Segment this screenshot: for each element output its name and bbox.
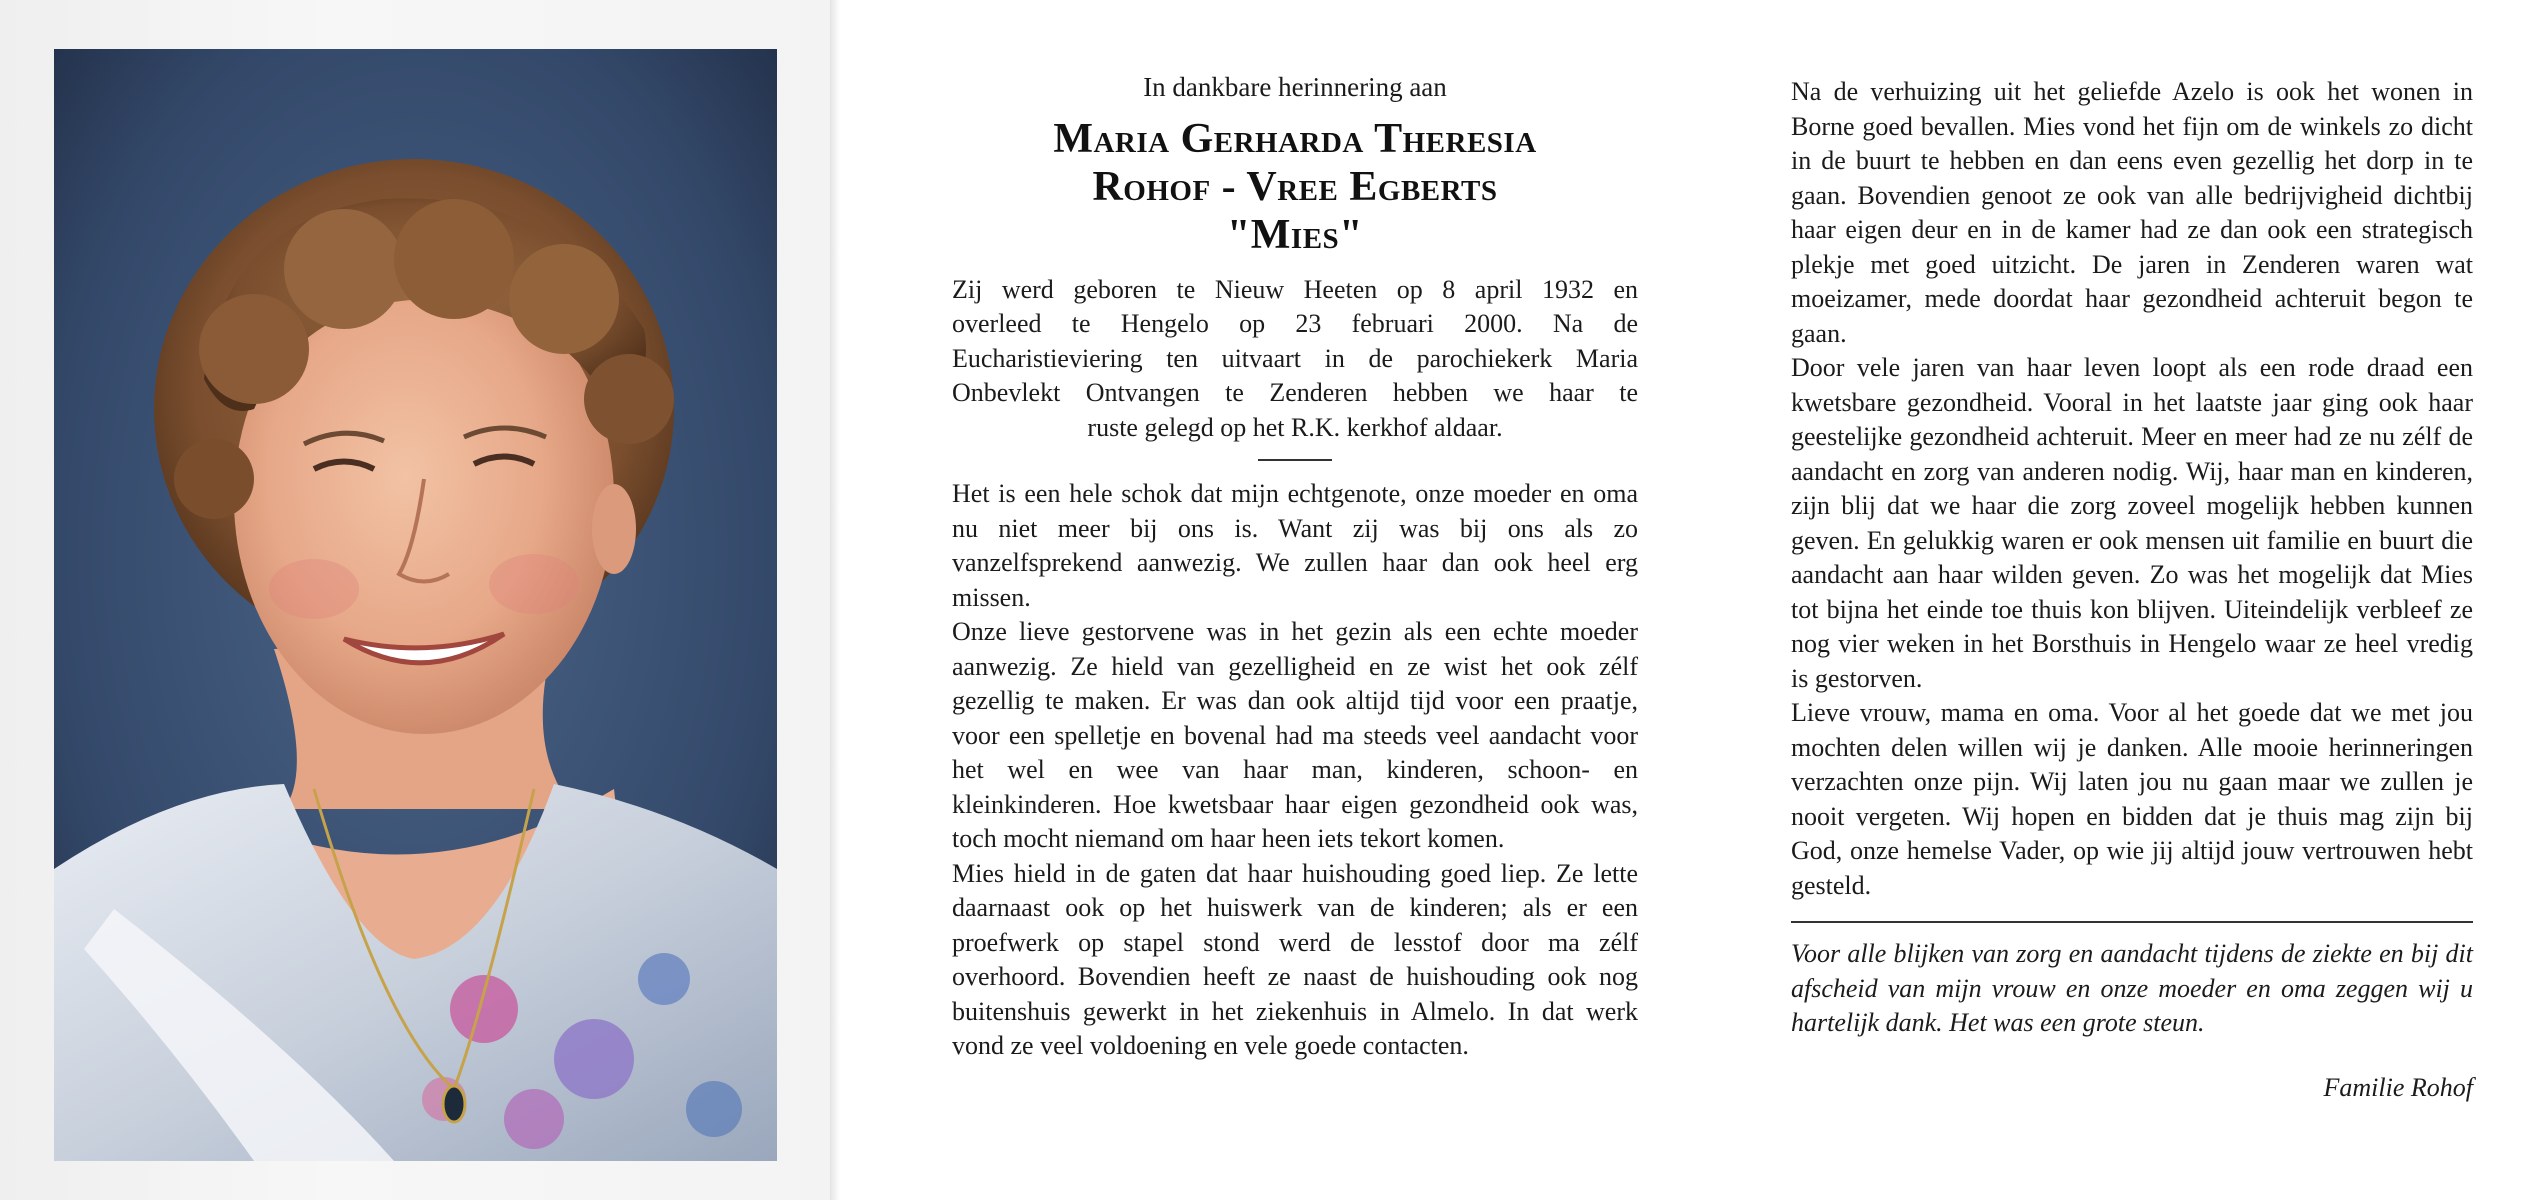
birth-line: Eucharistieviering ten uitvaart in de parochiekerk Maria xyxy=(952,343,1638,373)
card-edge xyxy=(830,0,840,1200)
signature: Familie Rohof xyxy=(2323,1072,2473,1102)
paragraph: Het is een hele schok dat mijn echtgenote, onze moeder en oma nu niet meer bij ons is. Want zij was bij ons als zo vanzelfsprekend aanwezig. We zullen haar dan ook heel erg missen. xyxy=(952,479,1638,612)
name-line-1: Maria Gerharda Theresia xyxy=(1053,115,1537,162)
birth-line: overleed te Hengelo op 23 februari 2000. Na de xyxy=(952,309,1638,338)
memorial-column-left xyxy=(952,70,1638,1064)
paragraph: Onze lieve gestorvene was in het gezin als een echte moeder aanwezig. Ze hield van gezelligheid en ze wist het ook zélf gezellig te maken. Er was dan ook altijd tijd voor een praatje, voor een spelletje en bovenal had ma steeds veel aandacht voor het wel en wee van haar man, kinderen, schoon- en kleinkinderen. Hoe kwetsbaar haar eigen gezondheid ook was, toch mocht niemand om haar heen iets tekort komen. xyxy=(952,617,1638,853)
birth-line: ruste gelegd op het R.K. kerkhof aldaar. xyxy=(1087,412,1503,442)
thanks-text: Voor alle blijken van zorg en aandacht tijdens de ziekte en bij dit afscheid van mijn vrouw en onze moeder en oma zeggen wij u hartelijk dank. Het was een grote steun. xyxy=(1791,939,2473,1037)
intro-line: In dankbare herinnering aan xyxy=(1143,72,1447,102)
photo-card xyxy=(0,0,836,1200)
birth-line: Zij werd geboren te Nieuw Heeten op 8 april 1932 en xyxy=(952,274,1638,304)
birth-death-block xyxy=(952,273,1638,446)
birth-line: Onbevlekt Ontvangen te Zenderen hebben we haar te xyxy=(952,378,1638,407)
deceased-name xyxy=(952,115,1638,259)
divider xyxy=(1258,459,1332,461)
portrait-photo xyxy=(54,49,777,1161)
paragraph: Door vele jaren van haar leven loopt als een rode draad een kwetsbare gezondheid. Vooral in het laatste jaar ging ook haar geestelijke gezondheid achteruit. Meer en meer had ze nu zélf de aandacht en zorg van anderen nodig. Wij, haar man en kinderen, zijn blij dat we haar die zorg zoveel mogelijk hebben kunnen geven. En gelukkig waren er ook mensen uit familie en buurt die aandacht aan haar wilden geven. Zo was het mogelijk dat Mies tot bijna het einde toe thuis kon blijven. Uiteindelijk verbleef ze nog vier weken in het Borsthuis in Hengelo waar ze heel vredig is gestorven. xyxy=(1791,353,2473,693)
paragraph: Lieve vrouw, mama en oma. Voor al het goede dat we met jou mochten delen willen wij je danken. Alle mooie herinneringen verzachten onze pijn. Wij laten jou nu gaan maar we zullen je nooit vergeten. Wij hopen en bidden dat je thuis mag zijn bij God, onze hemelse Vader, op wie jij altijd jouw vertrouwen hebt gesteld. xyxy=(1791,698,2473,900)
name-line-2: Rohof - Vree Egberts xyxy=(1092,163,1498,210)
divider xyxy=(1791,921,2473,923)
thanks-block xyxy=(1791,937,2473,1041)
name-line-3: "Mies" xyxy=(1226,211,1364,258)
paragraph: Mies hield in de gaten dat haar huishouding goed liep. Ze lette daarnaast ook op het huiswerk van de kinderen; als er een proefwerk op stapel stond werd de lesstof door ma zélf overhoord. Bovendien heeft ze naast de huishouding ook nog buitenshuis gewerkt in het ziekenhuis in Almelo. In dat werk vond ze veel voldoening en vele goede contacten. xyxy=(952,858,1638,1060)
memorial-column-right xyxy=(1791,75,2473,1105)
paragraph: Na de verhuizing uit het geliefde Azelo is ook het wonen in Borne goed bevallen. Mies vond het fijn om de winkels zo dicht in de buurt te hebben en dan eens even gezellig het dorp in te gaan. Bovendien genoot ze ook van alle bedrijvigheid dichtbij haar eigen deur en in de kamer had ze dan ook een strategisch plekje met goed uitzicht. De jaren in Zenderen waren wat moeizamer, mede doordat haar gezondheid achteruit begon te gaan. xyxy=(1791,77,2473,348)
